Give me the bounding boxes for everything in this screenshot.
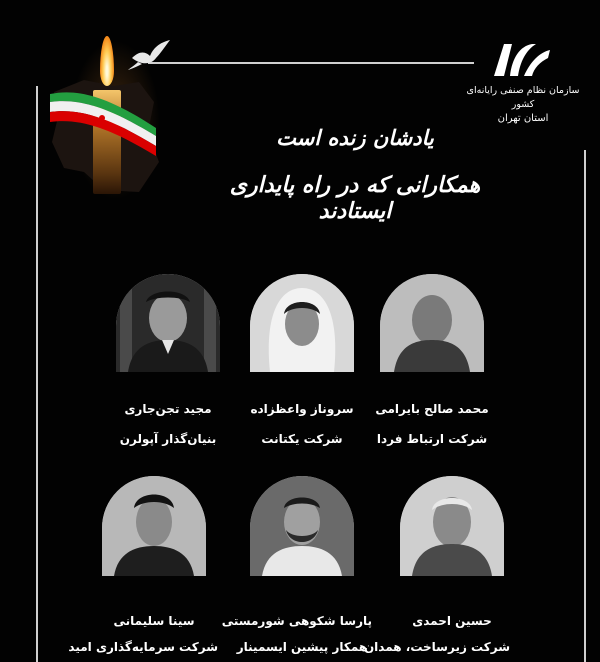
organization-province: استان تهران: [497, 113, 549, 124]
person-name-5: پارسا شکوهی شورمستی: [221, 614, 372, 628]
frame-right-line: [584, 150, 586, 662]
organization-name: سازمان نظام صنفی رایانه‌ای کشور: [466, 85, 580, 110]
dove-icon: [128, 40, 172, 70]
iran-flag-ribbon: [50, 88, 160, 168]
person-photo-4: [400, 476, 504, 576]
frame-top-line: [148, 62, 474, 64]
person-name-3: مجید تجن‌جاری: [124, 402, 212, 416]
frame-left-line: [36, 86, 38, 662]
person-name-6: سینا سلیمانی: [113, 614, 195, 628]
person-photo-1: [380, 274, 484, 372]
person-name-1: محمد صالح بایرامی: [375, 402, 489, 416]
person-company-4: شرکت زیرساخت، همدان: [363, 640, 510, 654]
person-company-6: شرکت سرمایه‌گذاری امید: [68, 640, 218, 654]
person-photo-2: [250, 274, 354, 372]
organization-text: [458, 84, 588, 126]
person-name-4: حسین احمدی: [412, 614, 492, 628]
organization-logo-icon: [490, 38, 552, 82]
person-photo-5: [250, 476, 354, 576]
person-photo-3: [116, 274, 220, 372]
headline-line-2: همکارانی که در راه پایداری ایستادند: [229, 172, 481, 224]
person-company-3: بنیان‌گذار آپولرن: [119, 432, 217, 446]
person-company-1: شرکت ارتباط فردا: [376, 432, 488, 446]
person-company-5: همکار پیشین ایسمینار: [236, 640, 368, 654]
person-name-2: سروناز واعظزاده: [250, 402, 354, 416]
person-photo-6: [102, 476, 206, 576]
headline-line-1: یادشان زنده است: [276, 125, 434, 150]
person-company-2: شرکت یکتانت: [261, 432, 343, 446]
